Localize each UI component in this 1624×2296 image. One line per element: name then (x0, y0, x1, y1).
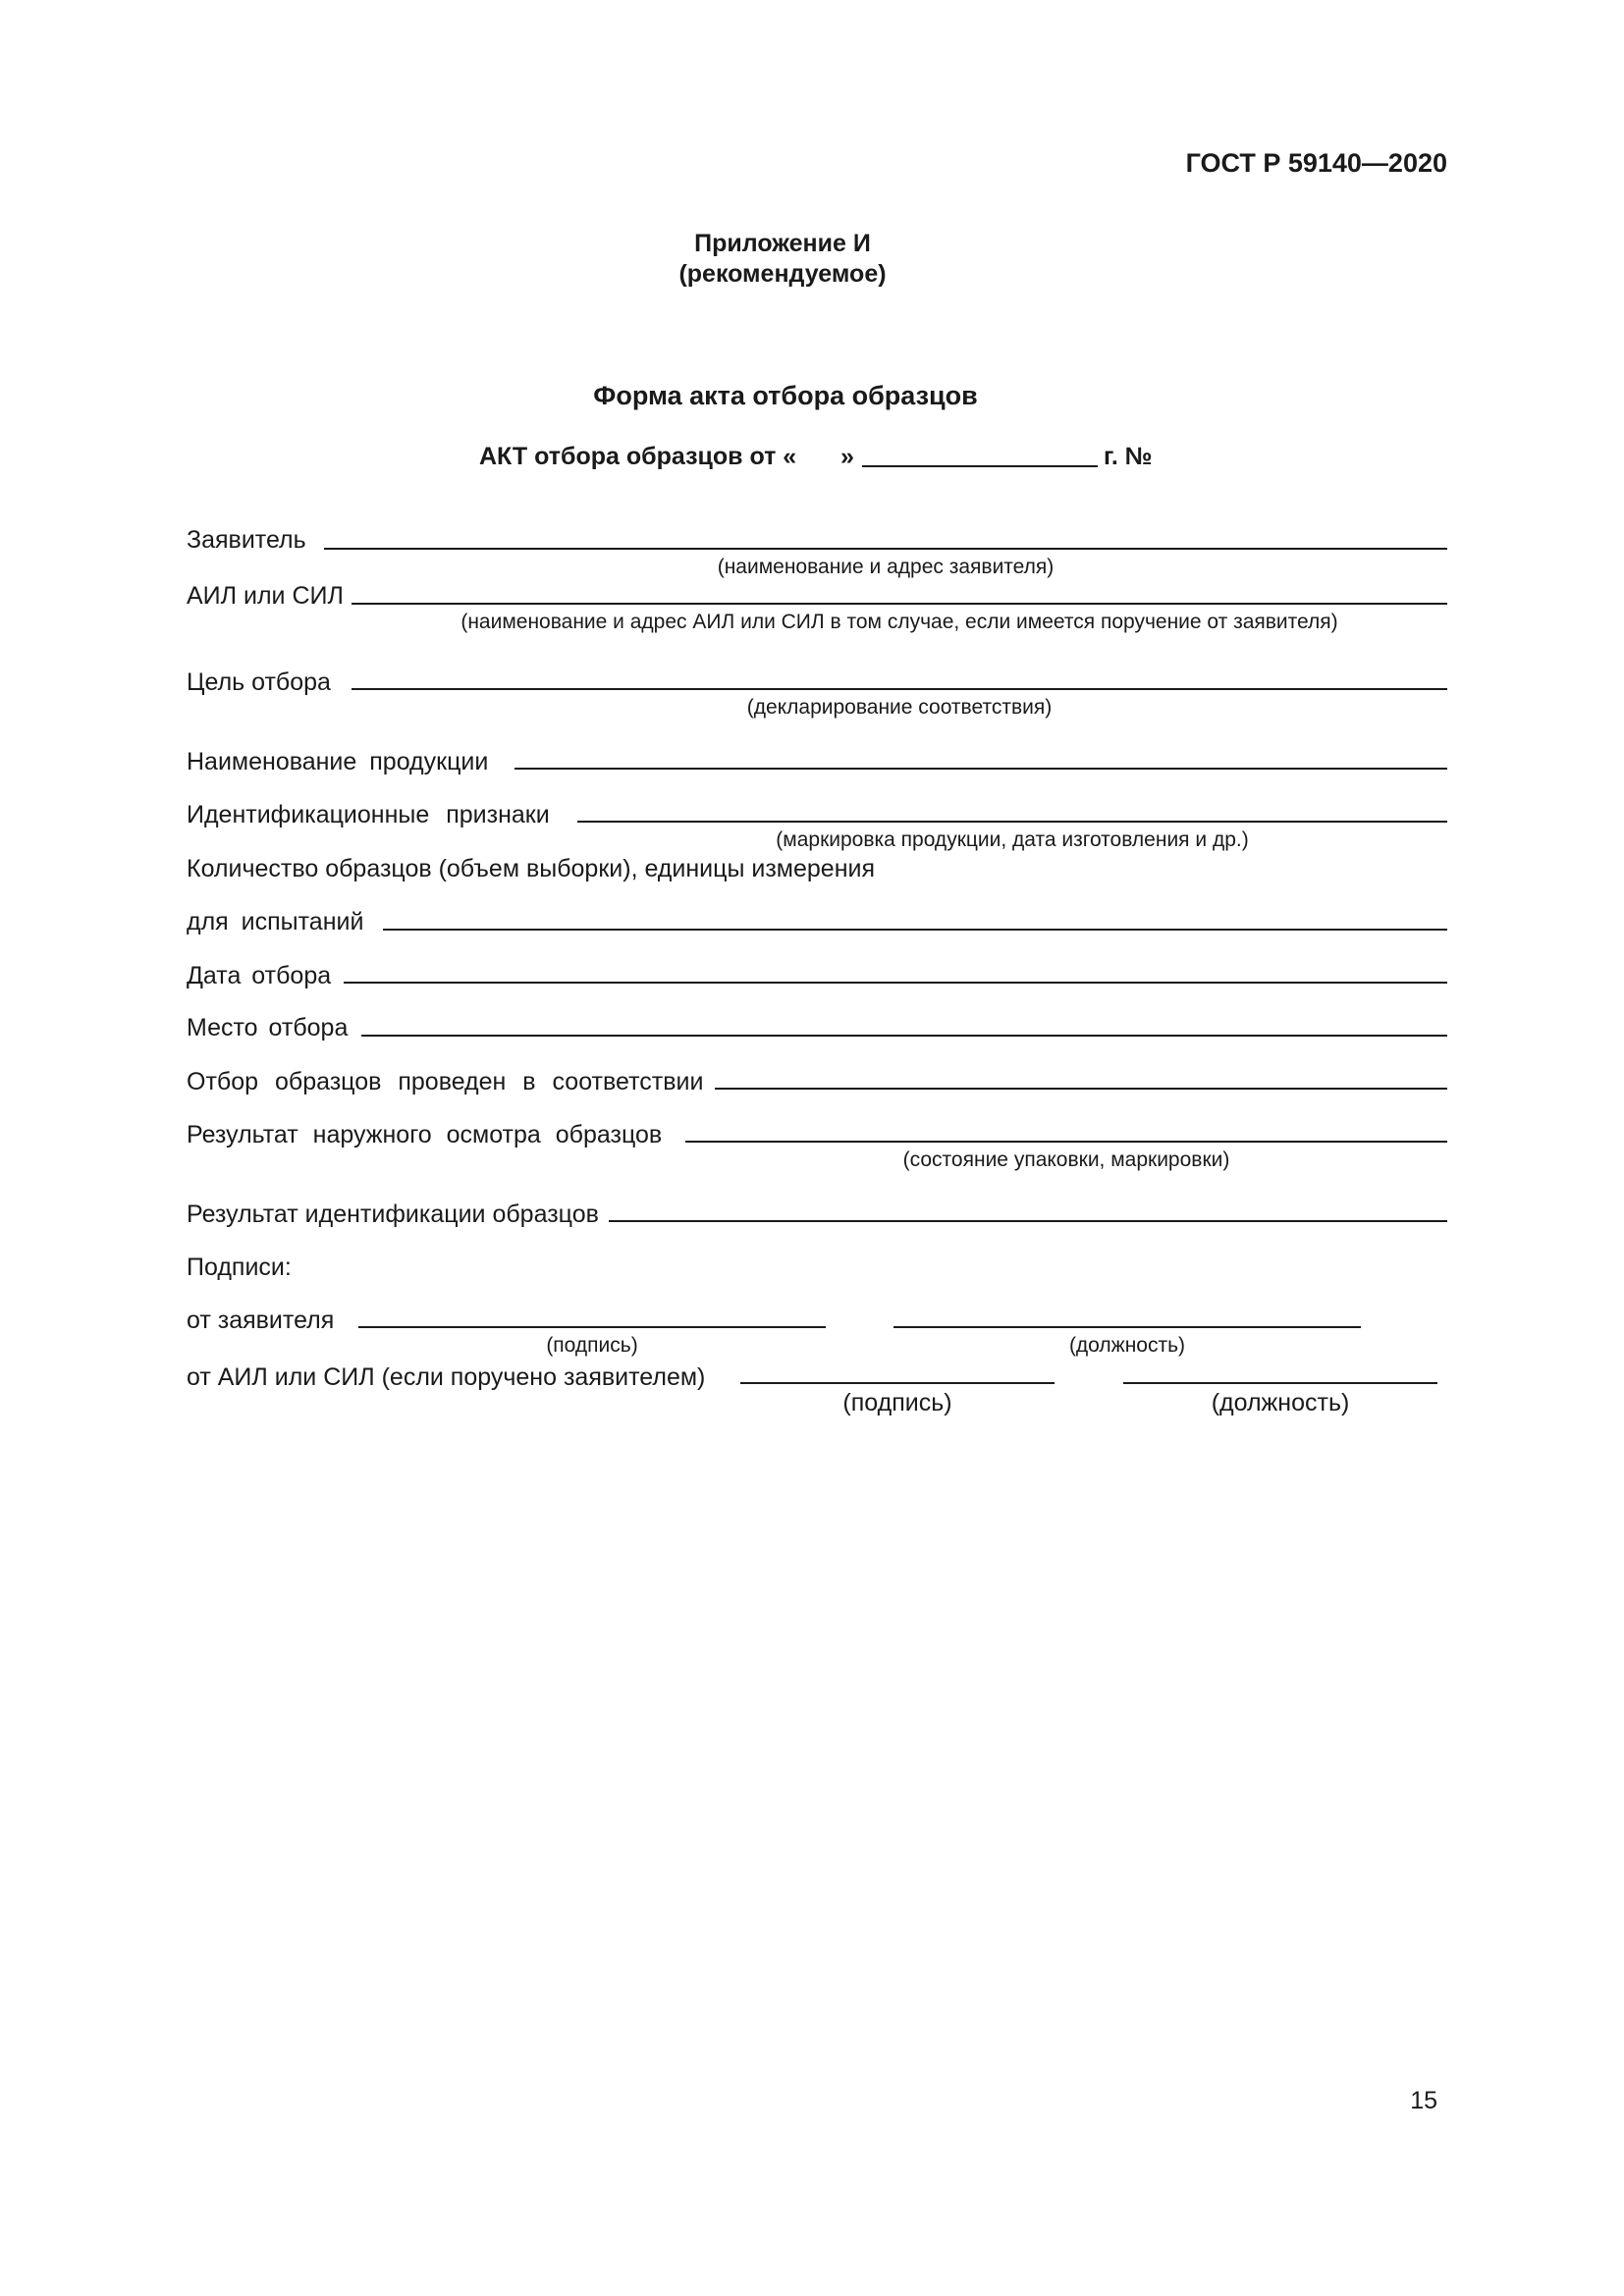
purpose-hint: (декларирование соответствия) (746, 696, 1053, 719)
ident-label: Идентификационные признаки (187, 801, 550, 828)
from-applicant-label: от заявителя (187, 1307, 335, 1334)
lab-position-line[interactable] (1123, 1382, 1437, 1384)
act-title: АКТ отбора образцов от « (479, 443, 797, 470)
product-line[interactable] (514, 768, 1447, 770)
act-number-label: г. № (1104, 443, 1153, 470)
purpose-label: Цель отбора (187, 668, 331, 696)
page-number: 15 (1410, 2087, 1437, 2114)
applicant-line[interactable] (324, 548, 1447, 550)
for-tests-line[interactable] (383, 929, 1447, 931)
applicant-sign-hint: (подпись) (546, 1334, 638, 1357)
form-title: Форма акта отбора образцов (593, 381, 978, 410)
signatures-title: Подписи: (187, 1254, 292, 1281)
purpose-line[interactable] (352, 688, 1447, 690)
applicant-position-hint: (должность) (1068, 1334, 1186, 1357)
visual-line[interactable] (685, 1141, 1447, 1143)
from-lab-label: от АИЛ или СИЛ (если поручено заявителем) (187, 1363, 706, 1391)
product-label: Наименование продукции (187, 748, 489, 775)
date-line[interactable] (344, 982, 1447, 984)
lab-position-hint: (должность) (1211, 1389, 1350, 1416)
appendix-subtitle: (рекомендуемое) (678, 260, 887, 288)
lab-hint: (наименование и адрес АИЛ или СИЛ в том случае, если имеется поручение от заявителя) (460, 611, 1338, 633)
applicant-signature-line[interactable] (358, 1326, 826, 1328)
identification-label: Результат идентификации образцов (187, 1201, 599, 1228)
conformity-label: Отбор образцов проведен в соответствии (187, 1068, 704, 1095)
quantity-label: Количество образцов (объем выборки), единицы измерения (187, 855, 876, 882)
ident-line[interactable] (577, 821, 1447, 823)
ident-hint: (маркировка продукции, дата изготовления и др.) (776, 828, 1249, 851)
place-label: Место отбора (187, 1014, 349, 1041)
applicant-position-line[interactable] (893, 1326, 1361, 1328)
lab-label: АИЛ или СИЛ (187, 582, 344, 610)
identification-line[interactable] (609, 1220, 1447, 1222)
conformity-line[interactable] (715, 1088, 1447, 1090)
lab-sign-hint: (подпись) (842, 1389, 952, 1416)
visual-hint: (состояние упаковки, маркировки) (902, 1148, 1230, 1171)
visual-label: Результат наружного осмотра образцов (187, 1121, 663, 1148)
standard-number: ГОСТ Р 59140—2020 (1185, 148, 1447, 178)
applicant-label: Заявитель (187, 526, 306, 554)
lab-signature-line[interactable] (740, 1382, 1055, 1384)
act-date-line[interactable] (862, 465, 1098, 467)
date-label: Дата отбора (187, 962, 332, 989)
appendix-title: Приложение И (694, 230, 871, 257)
applicant-hint: (наименование и адрес заявителя) (717, 556, 1055, 578)
for-tests-label: для испытаний (187, 908, 364, 935)
lab-line[interactable] (352, 603, 1447, 605)
place-line[interactable] (361, 1035, 1447, 1037)
act-quote-close: » (840, 443, 854, 470)
